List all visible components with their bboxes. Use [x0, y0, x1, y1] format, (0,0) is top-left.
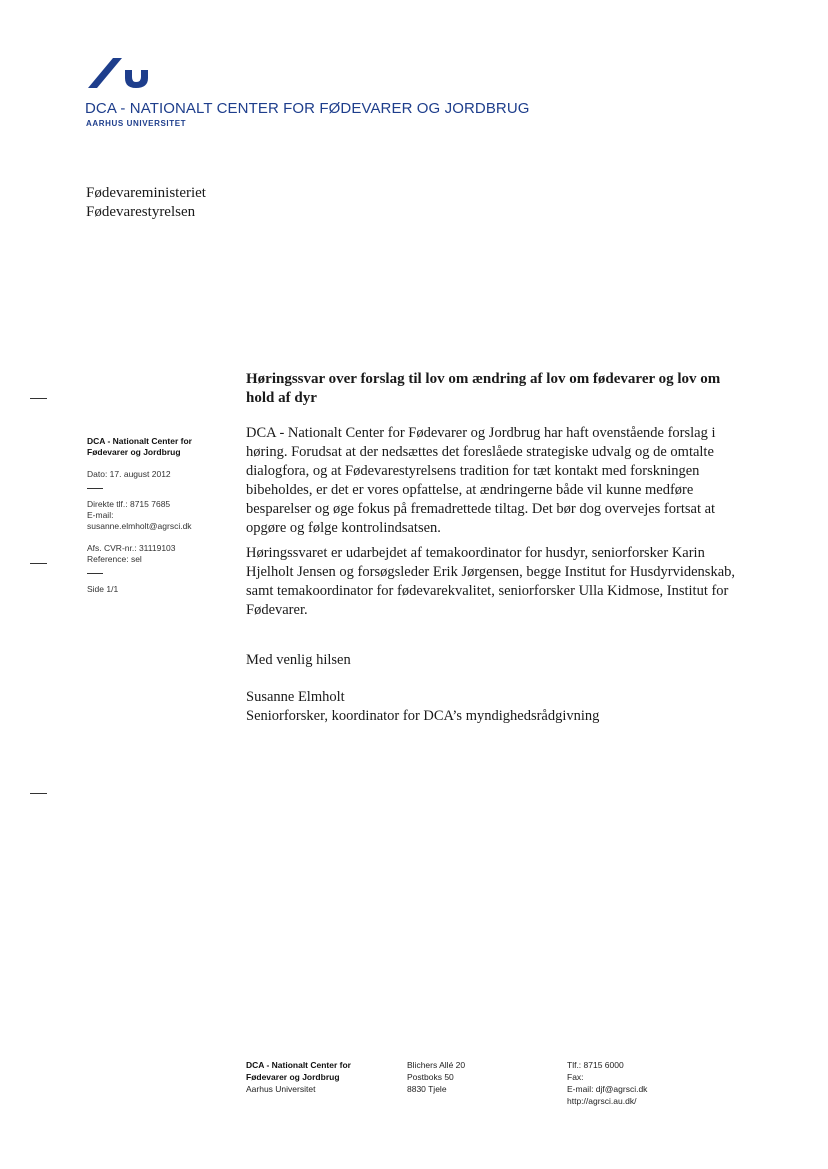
- recipient-line: Fødevarestyrelsen: [86, 204, 196, 220]
- footer-fax: Fax:: [567, 1072, 584, 1082]
- signature-block: [246, 688, 736, 726]
- footer-line: Blichers Allé 20: [407, 1060, 466, 1070]
- footer-contact: [567, 1059, 727, 1107]
- fold-mark: [30, 563, 47, 564]
- direct-phone: Direkte tlf.: 8715 7685: [87, 499, 171, 509]
- footer-phone: Tlf.: 8715 6000: [567, 1060, 624, 1070]
- footer-line: DCA - Nationalt Center for: [246, 1060, 351, 1070]
- letter-subject: Høringssvar over forslag til lov om ændring af lov om fødevarer og lov om hold af dyr: [246, 371, 721, 406]
- page-number: Side 1/1: [87, 584, 119, 594]
- divider: [87, 488, 103, 489]
- recipient-line: Fødevareministeriet: [86, 185, 206, 201]
- footer-website: http://agrsci.au.dk/: [567, 1096, 637, 1106]
- closing: Med venlig hilsen: [246, 652, 351, 668]
- footer-email: E-mail: djf@agrsci.dk: [567, 1084, 648, 1094]
- fold-mark: [30, 398, 47, 399]
- sender-sidebar: [87, 436, 237, 595]
- au-logo-icon: [86, 54, 158, 92]
- sender-name: DCA - Nationalt Center for: [87, 436, 192, 446]
- org-name: DCA - NATIONALT CENTER FOR FØDEVARER OG JORDBRUG: [85, 100, 530, 117]
- university-name: AARHUS UNIVERSITET: [86, 119, 187, 128]
- cvr-number: Afs. CVR-nr.: 31119103: [87, 543, 176, 553]
- signer-name: Susanne Elmholt: [246, 689, 345, 705]
- signer-title: Seniorforsker, koordinator for DCA’s myndighedsrådgivning: [246, 708, 600, 724]
- email-address: susanne.elmholt@agrsci.dk: [87, 521, 192, 531]
- footer-line: Fødevarer og Jordbrug: [246, 1072, 340, 1082]
- sender-name: Fødevarer og Jordbrug: [87, 447, 181, 457]
- fold-mark: [30, 793, 47, 794]
- footer-sender: [246, 1059, 396, 1095]
- body-paragraph: Høringssvaret er udarbejdet af temakoordinator for husdyr, seniorforsker Karin Hjelholt Jensen og forsøgsleder Erik Jørgensen, begge Institut for Husdyrvidenskab, samt temakoordinator for fødevarekvalitet, seniorforsker Ulla Kidmose, Institut for Fødevarer.: [246, 545, 736, 618]
- reference: Reference: sel: [87, 554, 142, 564]
- footer-line: 8830 Tjele: [407, 1084, 447, 1094]
- footer-line: Aarhus Universitet: [246, 1084, 316, 1094]
- letter-date: Dato: 17. august 2012: [87, 469, 171, 479]
- footer-line: Postboks 50: [407, 1072, 454, 1082]
- footer-address: [407, 1059, 547, 1095]
- email-label: E-mail:: [87, 510, 114, 520]
- body-paragraph: DCA - Nationalt Center for Fødevarer og Jordbrug har haft ovenstående forslag i høring. Forudsat at der nedsættes det foreslåede strategiske udvalg og de omtalte dialogfora, og at Fødevarestyrelsens tradition for tæt kontakt med forskningen bibeholdes, er det er vores opfattelse, at ændringerne både vil kunne medføre besparelser og øge fokus på fremadrettede tiltag. Det bør dog overvejes fortsat at opgøre og følge kontrolindsatsen.: [246, 425, 716, 536]
- divider: [87, 573, 103, 574]
- recipient-block: [86, 184, 206, 222]
